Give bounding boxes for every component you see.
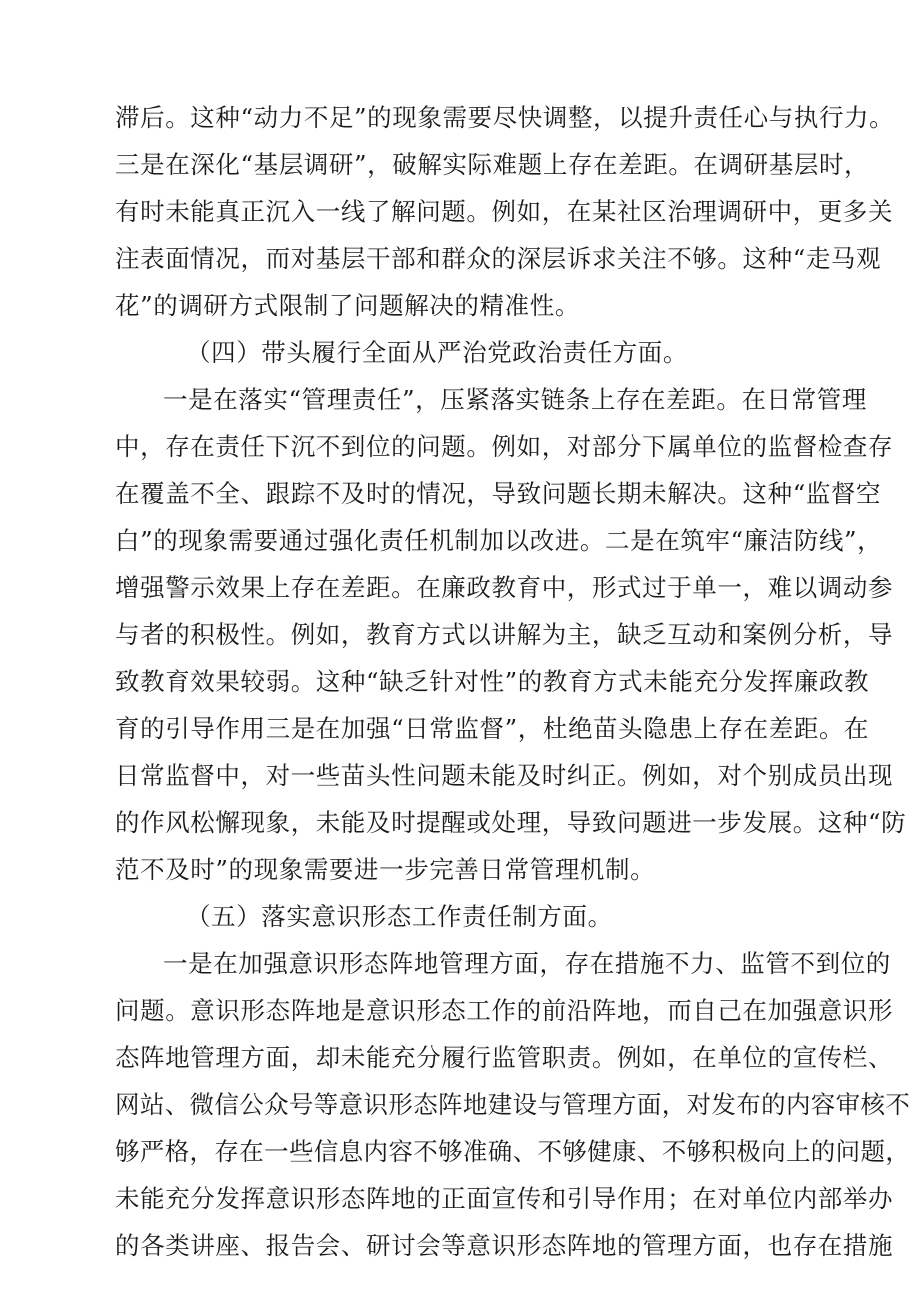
- paragraph-line: 有时未能真正沉入一线了解问题。例如，在某社区治理调研中，更多关: [115, 197, 894, 226]
- paragraph-line: 问题。意识形态阵地是意识形态工作的前沿阵地，而自己在加强意识形: [115, 996, 894, 1025]
- paragraph-line: 三是在深化“基层调研”，破解实际难题上存在差距。在调研基层时，: [115, 150, 870, 179]
- paragraph-line: 在覆盖不全、跟踪不及时的情况，导致问题长期未解决。这种“监督空: [115, 479, 882, 508]
- paragraph-line: 与者的积极性。例如，教育方式以讲解为主，缺乏互动和案例分析，导: [115, 620, 894, 649]
- paragraph-line: 中，存在责任下沉不到位的问题。例如，对部分下属单位的监督检查存: [115, 432, 894, 461]
- paragraph-line: 的作风松懈现象，未能及时提醒或处理，导致问题进一步发展。这种“防: [115, 808, 907, 837]
- paragraph-line: 白”的现象需要通过强化责任机制加以改进。二是在筑牢“廉洁防线”，: [115, 526, 883, 555]
- paragraph-line: 态阵地管理方面，却未能充分履行监管职责。例如，在单位的宣传栏、: [115, 1043, 894, 1072]
- paragraph-line: 一是在落实“管理责任”，压紧落实链条上存在差距。在日常管理: [163, 385, 867, 414]
- paragraph-line: 日常监督中，对一些苗头性问题未能及时纠正。例如，对个别成员出现: [115, 761, 894, 790]
- paragraph-line: 一是在加强意识形态阵地管理方面，存在措施不力、监管不到位的: [163, 949, 891, 978]
- section-heading: （四）带头履行全面从严治党政治责任方面。: [186, 338, 688, 367]
- paragraph-line: 育的引导作用三是在加强“日常监督”，杜绝苗头隐患上存在差距。在: [115, 714, 870, 743]
- paragraph-line: 够严格，存在一些信息内容不够准确、不够健康、不够积极向上的问题，: [115, 1137, 911, 1166]
- paragraph-line: 注表面情况，而对基层干部和群众的深层诉求关注不够。这种“走马观: [115, 244, 882, 273]
- paragraph-line: 增强警示效果上存在差距。在廉政教育中，形式过于单一，难以调动参: [115, 573, 894, 602]
- paragraph-line: 的各类讲座、报告会、研讨会等意识形态阵地的管理方面，也存在措施: [115, 1231, 894, 1260]
- section-heading: （五）落实意识形态工作责任制方面。: [186, 902, 613, 931]
- paragraph-line: 范不及时”的现象需要进一步完善日常管理机制。: [115, 855, 656, 884]
- paragraph-line: 滞后。这种“动力不足”的现象需要尽快调整，以提升责任心与执行力。: [115, 103, 895, 132]
- paragraph-line: 未能充分发挥意识形态阵地的正面宣传和引导作用；在对单位内部举办: [115, 1184, 894, 1213]
- paragraph-line: 致教育效果较弱。这种“缺乏针对性”的教育方式未能充分发挥廉政教: [115, 667, 870, 696]
- paragraph-line: 花”的调研方式限制了问题解决的精准性。: [115, 291, 580, 320]
- paragraph-line: 网站、微信公众号等意识形态阵地建设与管理方面，对发布的内容审核不: [115, 1090, 911, 1119]
